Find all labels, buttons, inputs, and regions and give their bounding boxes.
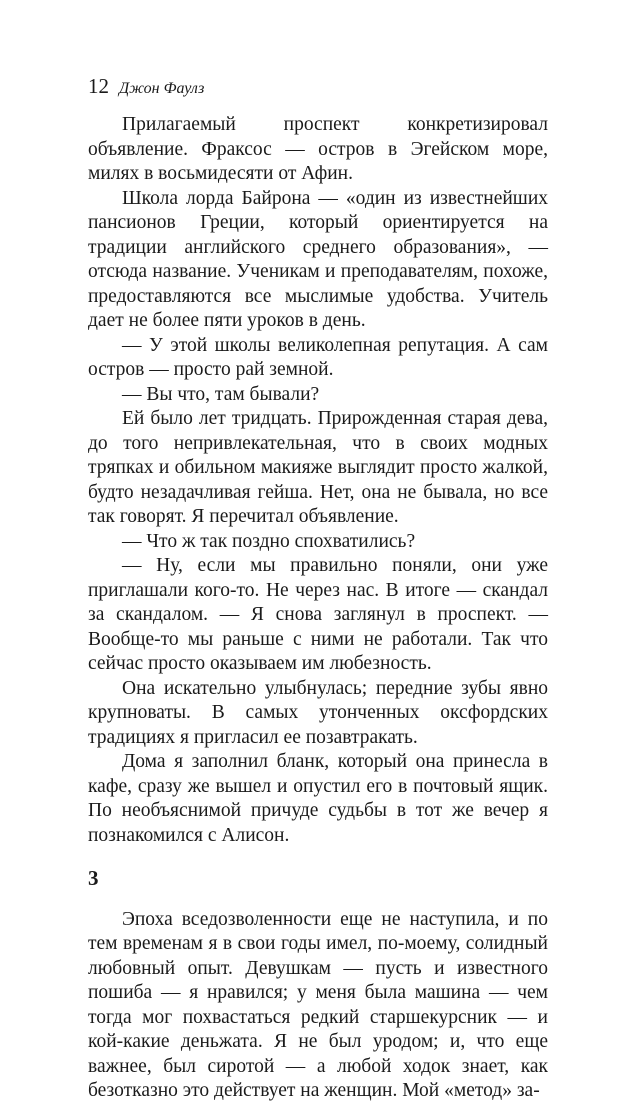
paragraph: — Что ж так поздно спохватились? bbox=[122, 530, 416, 552]
paragraph: Школа лорда Байрона — «один из известнейших пансионов Греции, который ориентируется на традиции английского среднего образования», — отсюда название. Ученикам и преподавателям, похоже, предоставляются все мыслимые удобства. Учитель дает не более пяти уроков в день. bbox=[88, 187, 548, 331]
page-number: 12 bbox=[88, 74, 109, 98]
paragraph: Прилагаемый проспект конкретизировал объявление. Фраксос — остров в Эгейском море, милях в восьмидесяти от Афин. bbox=[88, 114, 548, 184]
running-header bbox=[88, 74, 204, 99]
paragraph: Она искательно улыбнулась; передние зубы явно крупноваты. В самых утонченных оксфордских традициях я пригласил ее позавтракать. bbox=[88, 677, 548, 748]
paragraph: — Вы что, там бывали? bbox=[122, 383, 320, 405]
paragraph: Ей было лет тридцать. Прирожденная старая дева, до того непривлекательная, что в своих модных тряпках и обильном макияже выглядит просто жалкой, будто незадачливая гейша. Нет, она не бывала, но все так говорят. Я перечитал объявление. bbox=[88, 408, 548, 527]
paragraph: — У этой школы великолепная репутация. А сам остров — просто рай земной. bbox=[88, 334, 548, 380]
paragraph: Эпоха вседозволенности еще не наступила, и по тем временам я в свои годы имел, по-моему, солидный любовный опыт. Девушкам — пусть и известного пошиба — я нравился; у меня была машина — чем тогда мог похвастаться редкий старшекурсник — и кой-какие деньжата. Я не был уродом; и, что еще важнее, был сиротой — а любой ходок знает, как безотказно это действует на женщин. Мой «метод» за- bbox=[88, 908, 548, 1101]
running-head-author: Джон Фаулз bbox=[119, 80, 205, 97]
paragraph: Дома я заполнил бланк, который она принесла в кафе, сразу же вышел и опустил его в почтовый ящик. По необъяснимой причуде судьбы в тот же вечер я познакомился с Алисон. bbox=[88, 751, 548, 846]
section-heading: 3 bbox=[88, 866, 99, 890]
page-body bbox=[88, 113, 548, 1104]
paragraph: — Ну, если мы правильно поняли, они уже приглашали кого-то. Не через нас. В итоге — скандал за скандалом. — Я снова заглянул в проспект. — Вообще-то мы раньше с ними не работали. Так что сейчас просто оказываем им любезность. bbox=[88, 555, 548, 674]
